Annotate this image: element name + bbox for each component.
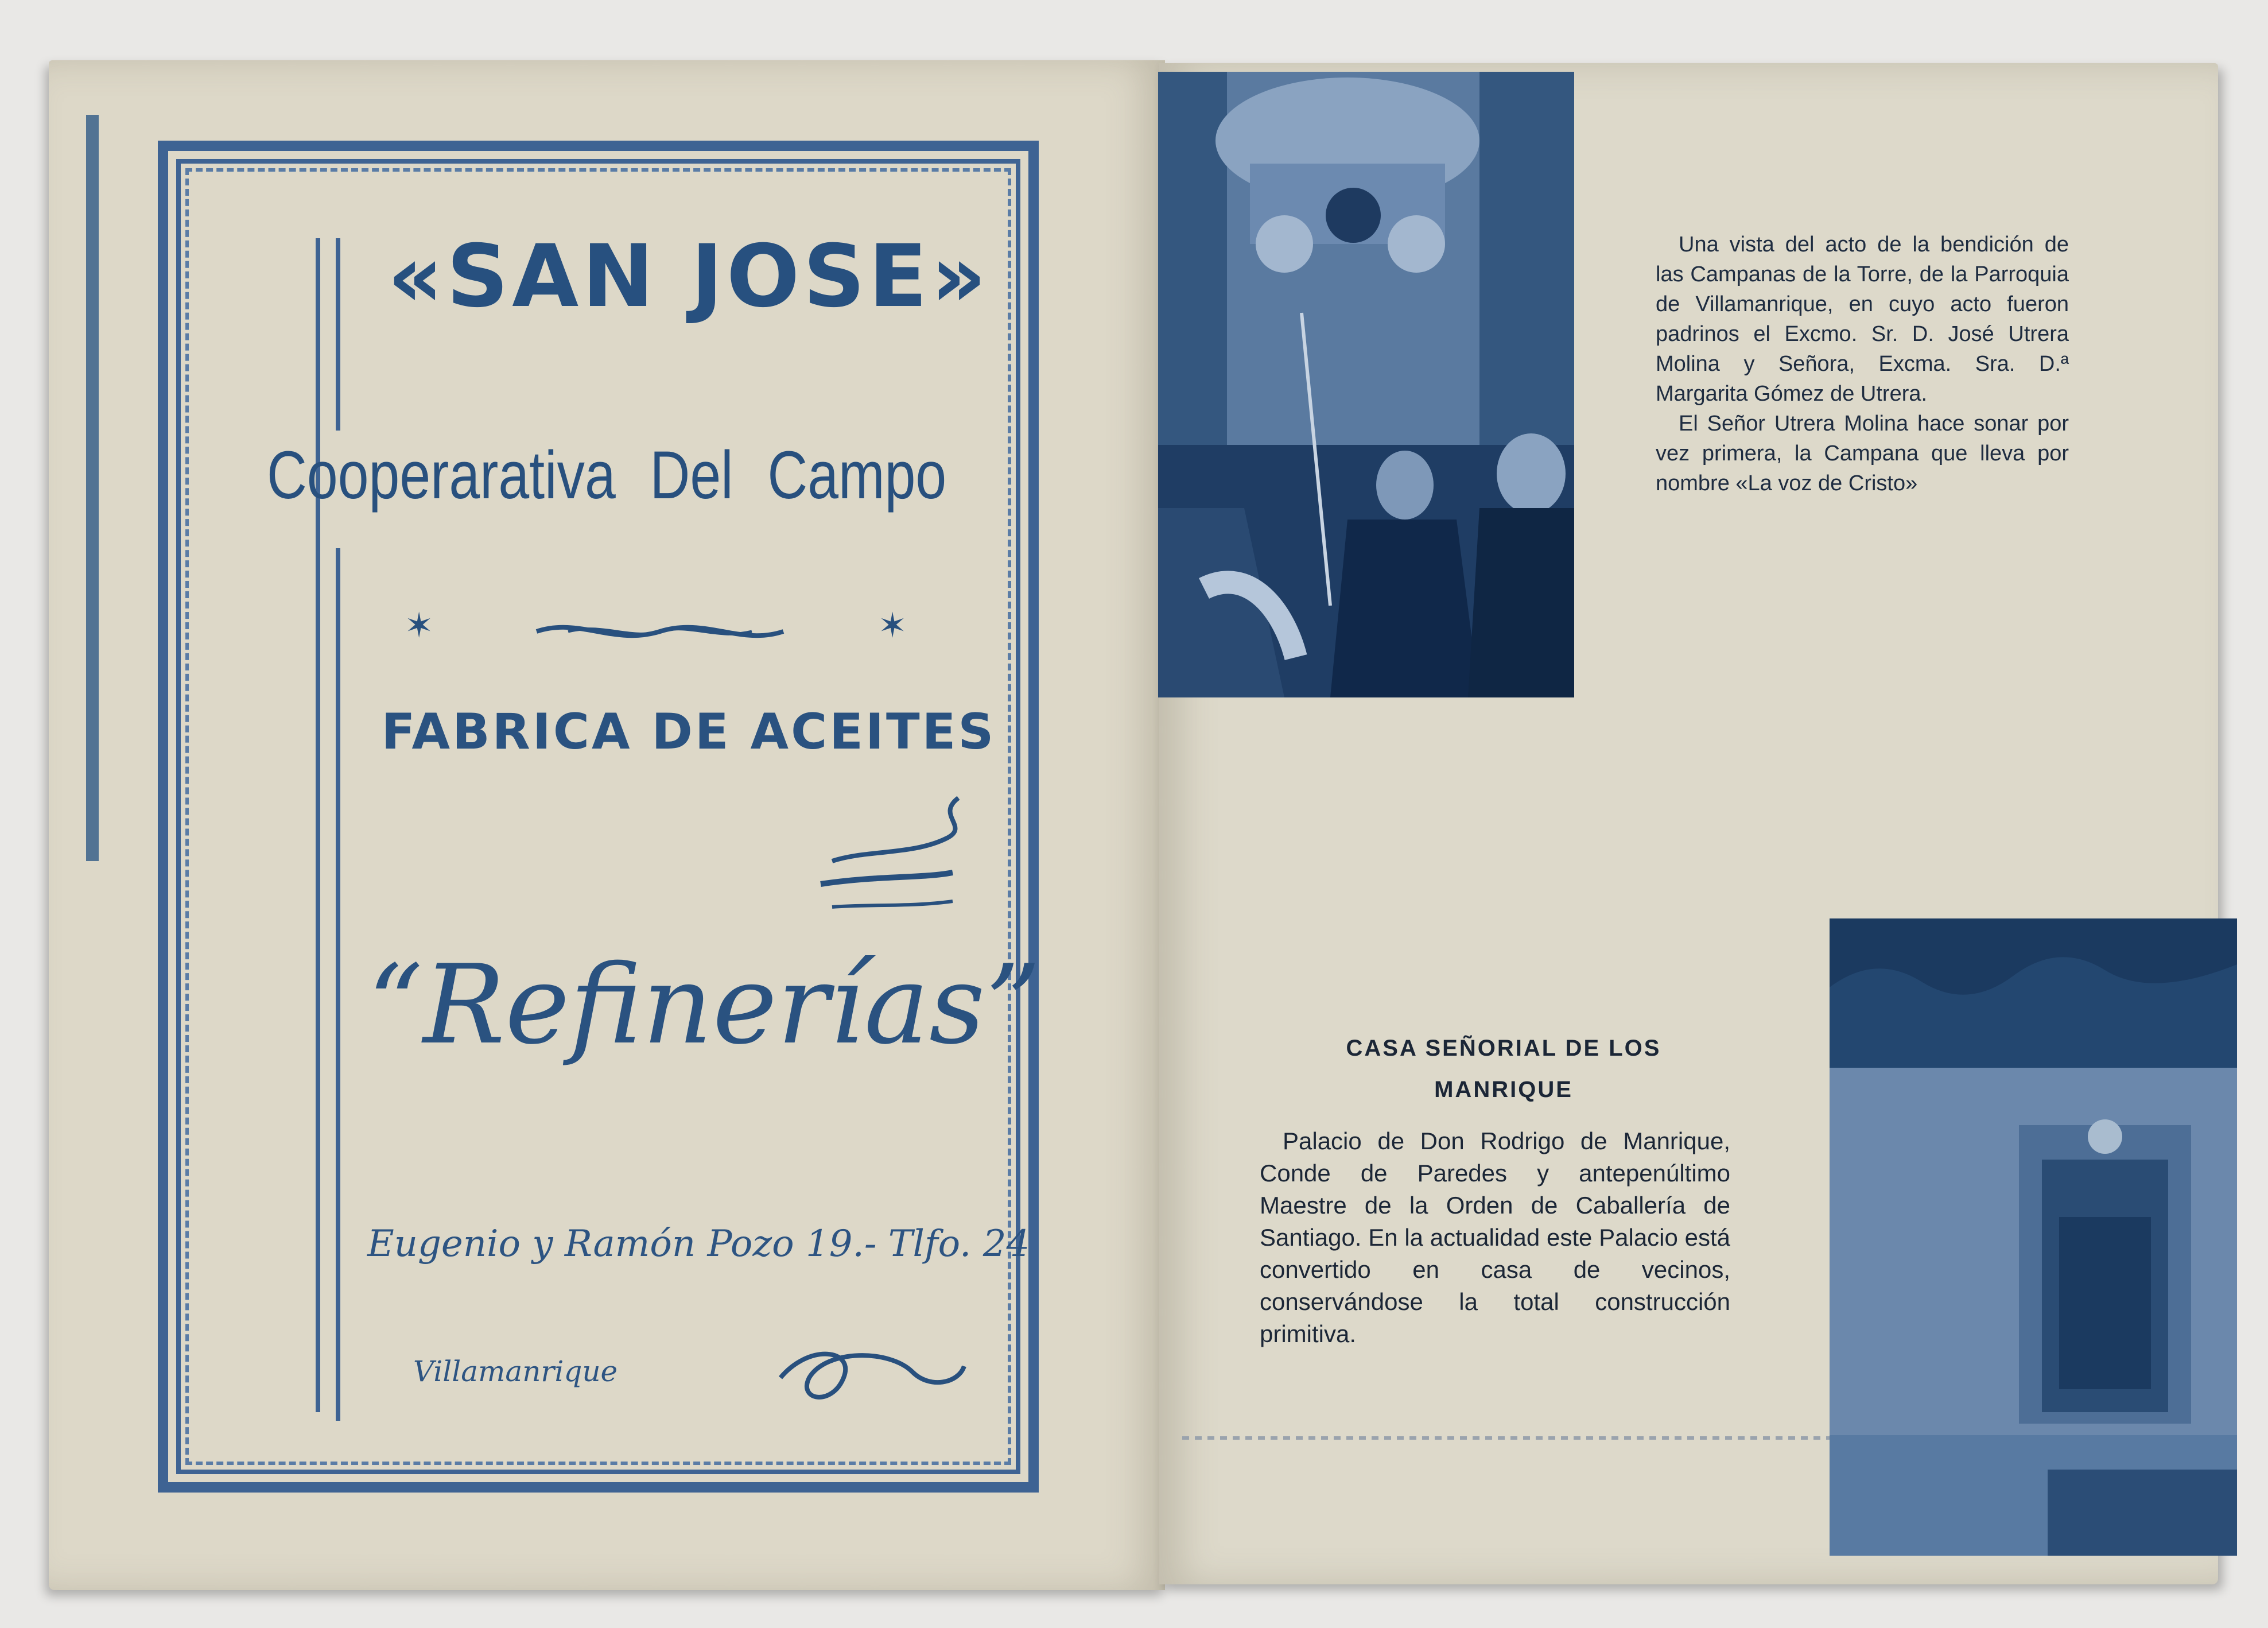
star-ornament-right: ✶ <box>878 607 907 645</box>
star-ornament-left: ✶ <box>405 607 434 645</box>
vertical-rule-3 <box>336 548 340 1421</box>
ad-address: Eugenio y Ramón Pozo 19.- Tlfo. 24 <box>367 1223 1030 1265</box>
vertical-rule-1 <box>316 238 320 1412</box>
vertical-rule-2 <box>336 238 340 431</box>
swirl-ornament <box>798 792 970 918</box>
signature-flourish <box>775 1338 970 1412</box>
page-edge-strip <box>86 115 99 861</box>
caption-paragraph-1: Una vista del acto de la bendición de las Campanas de la Torre, de la Parroquia de Villamanrique, en cuyo acto fueron padrinos el Excmo. Sr. D. José Utrera Molina y Señora, Excma. Sra. D.ª Margarita Gómez de Utrera. <box>1656 232 2069 406</box>
ad-subtitle: Cooperarativa Del Campo <box>267 437 947 513</box>
ad-factory-label: FABRICA DE ACEITES <box>381 703 996 761</box>
section-title-line-1: CASA SEÑORIAL DE LOS <box>1346 1036 1661 1061</box>
section-body: Palacio de Don Rodrigo de Manrique, Conde de Paredes y antepenúltimo Maestre de la Orden de Caballería de Santiago. En la actualidad este Palacio está convertido en casa de vecinos, conservándose la total construcción primitiva. <box>1260 1127 1730 1347</box>
caption-paragraph-2: El Señor Utrera Molina hace sonar por vez primera, la Campana que lleva por nombre «La voz de Cristo» <box>1656 412 2069 495</box>
section-title <box>1280 1028 1727 1110</box>
section-title-line-2: MANRIQUE <box>1434 1077 1573 1102</box>
ad-town: Villamanrique <box>413 1355 618 1388</box>
divider-flourish <box>534 614 786 649</box>
bell-blessing-photo <box>1158 72 1574 697</box>
manor-house-photo <box>1830 918 2237 1556</box>
dotted-divider <box>1182 1432 1831 1444</box>
photo-caption <box>1656 230 2069 498</box>
ad-title: «SAN JOSE» <box>387 227 990 327</box>
ad-brand-name: “Refinerías” <box>367 941 1041 1068</box>
